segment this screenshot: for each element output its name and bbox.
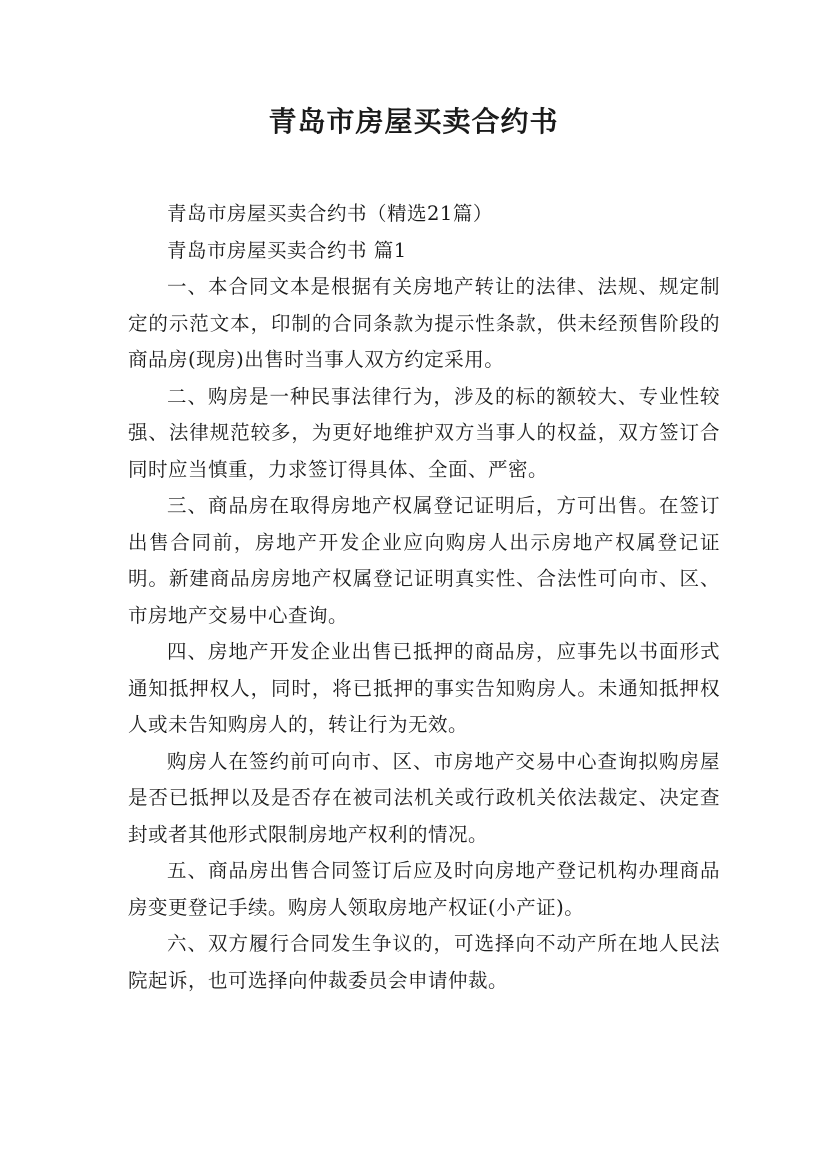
document-body bbox=[128, 196, 720, 999]
document-subtitle: 青岛市房屋买卖合约书（精选21篇） bbox=[167, 202, 493, 225]
paragraph-5: 购房人在签约前可向市、区、市房地产交易中心查询拟购房屋是否已抵押以及是否存在被司法机关或行政机关依法裁定、决定查封或者其他形式限制房地产权利的情况。 bbox=[128, 749, 720, 846]
paragraph-1: 一、本合同文本是根据有关房地产转让的法律、法规、规定制定的示范文本，印制的合同条款为提示性条款，供未经预售阶段的商品房(现房)出售时当事人双方约定采用。 bbox=[128, 275, 720, 371]
paragraph-6: 五、商品房出售合同签订后应及时向房地产登记机构办理商品房变更登记手续。购房人领取房地产权证(小产证)。 bbox=[128, 859, 720, 919]
paragraph-4: 四、房地产开发企业出售已抵押的商品房，应事先以书面形式通知抵押权人，同时，将已抵押的事实告知购房人。未通知抵押权人或未告知购房人的，转让行为无效。 bbox=[128, 640, 720, 736]
paragraph-7: 六、双方履行合同发生争议的，可选择向不动产所在地人民法院起诉，也可选择向仲裁委员会申请仲裁。 bbox=[128, 932, 720, 992]
section-heading: 青岛市房屋买卖合约书 篇1 bbox=[167, 238, 407, 262]
paragraph-3: 三、商品房在取得房地产权属登记证明后，方可出售。在签订出售合同前，房地产开发企业应向购房人出示房地产权属登记证明。新建商品房房地产权属登记证明真实性、合法性可向市、区、市房地产交易中心查询。 bbox=[128, 494, 720, 627]
paragraph-2: 二、购房是一种民事法律行为，涉及的标的额较大、专业性较强、法律规范较多，为更好地维护双方当事人的权益，双方签订合同时应当慎重，力求签订得具体、全面、严密。 bbox=[128, 384, 720, 481]
document-title: 青岛市房屋买卖合约书 bbox=[268, 105, 559, 138]
